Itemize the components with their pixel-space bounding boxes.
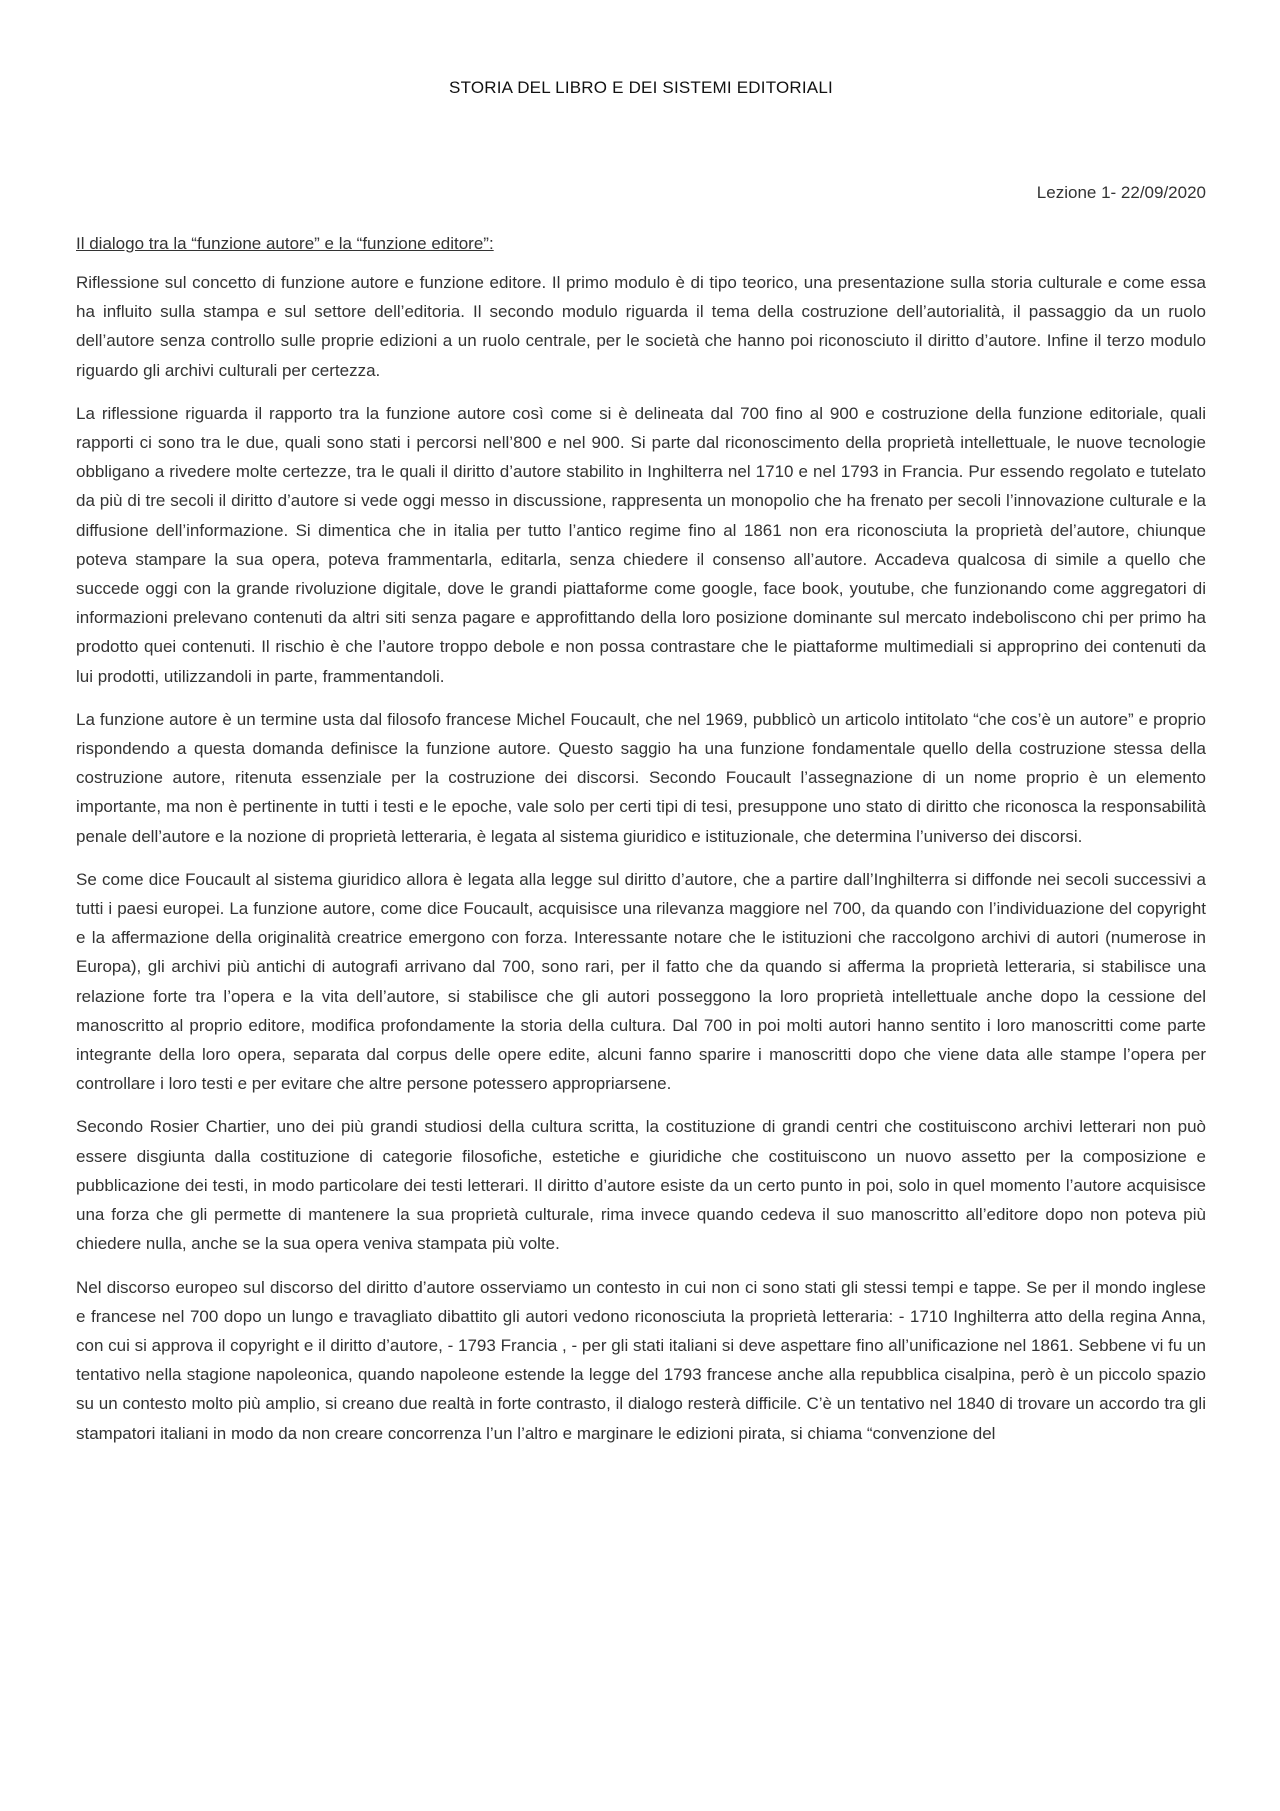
document-title: STORIA DEL LIBRO E DEI SISTEMI EDITORIALI — [449, 78, 833, 97]
body-text — [76, 268, 1206, 1462]
paragraph: La riflessione riguarda il rapporto tra la funzione autore così come si è delineata dal 700 fino al 900 e costruzione della funzione editoriale, quali rapporti ci sono tra le due, quali sono stati i percorsi nell’800 e nel 900. Si parte dal riconoscimento della proprietà intellettuale, le nuove tecnologie obbligano a rivedere molte certezze, tra le quali il diritto d’autore stabilito in Inghilterra nel 1710 e nel 1793 in Francia. Pur essendo regolato e tutelato da più di tre secoli il diritto d’autore si vede oggi messo in discussione, rappresenta un monopolio che ha frenato per secoli l’innovazione culturale e la diffusione dell’informazione. Si dimentica che in italia per tutto l’antico regime fino al 1861 non era riconosciuta la proprietà del’autore, chiunque poteva stampare la sua opera, poteva frammentarla, editarla, senza chiedere il consenso all’autore. Accadeva qualcosa di simile a quello che succede oggi con la grande rivoluzione digitale, dove le grandi piattaforme come google, face book, youtube, che funzionando come aggregatori di informazioni prelevano contenuti da altri siti senza pagare e approfittando della loro posizione dominante sul mercato indeboliscono chi per primo ha prodotto quei contenuti. Il rischio è che l’autore troppo debole e non possa contrastare che le piattaforme multimediali si approprino dei contenuti da lui prodotti, utilizzandoli in parte, frammentandoli. — [76, 403, 1206, 686]
paragraph: La funzione autore è un termine usta dal filosofo francese Michel Foucault, che nel 1969, pubblicò un articolo intitolato “che cos’è un autore” e proprio rispondendo a questa domanda definisce la funzione autore. Questo saggio ha una funzione fondamentale quello della costruzione stessa della costruzione autore, ritenuta essenziale per la costruzione dei discorsi. Secondo Foucault l’assegnazione di un nome proprio è un elemento importante, ma non è pertinente in tutti i testi e le epoche, vale solo per certi tipi di tesi, presuppone uno stato di diritto che riconosca la responsabilità penale dell’autore e la nozione di proprietà letteraria, è legata al sistema giuridico e istituzionale, che determina l’universo dei discorsi. — [76, 709, 1206, 846]
lesson-date: Lezione 1- 22/09/2020 — [1036, 183, 1206, 202]
paragraph: Riflessione sul concetto di funzione autore e funzione editore. Il primo modulo è di tipo teorico, una presentazione sulla storia culturale e come essa ha influito sulla stampa e sul settore dell’editoria. Il secondo modulo riguarda il tema della costruzione dell’autorialità, il passaggio da un ruolo dell’autore senza controllo sulle proprie edizioni a un ruolo centrale, per le società che hanno poi riconosciuto il diritto d’autore. Infine il terzo modulo riguardo gli archivi culturali per certezza. — [76, 273, 1206, 380]
paragraph: Nel discorso europeo sul discorso del diritto d’autore osserviamo un contesto in cui non ci sono stati gli stessi tempi e tappe. Se per il mondo inglese e francese nel 700 dopo un lungo e travagliato dibattito gli autori vedono riconosciuta la proprietà letteraria: - 1710 Inghilterra atto della regina Anna, con cui si approva il copyright e il diritto d’autore, - 1793 Francia , - per gli stati italiani si deve aspettare fino all’unificazione nel 1861. Sebbene vi fu un tentativo nella stagione napoleonica, quando napoleone estende la legge del 1793 francese anche alla repubblica cisalpina, però è un piccolo spazio su un contesto molto più amplio, si creano due realtà in forte contrasto, il dialogo resterà difficile. C’è un tentativo nel 1840 di trovare un accordo tra gli stampatori italiani in modo da non creare concorrenza l’un l’altro e marginare le edizioni pirata, si chiama “convenzione del — [76, 1277, 1206, 1443]
paragraph: Secondo Rosier Chartier, uno dei più grandi studiosi della cultura scritta, la costituzione di grandi centri che costituiscono archivi letterari non può essere disgiunta dalla costituzione di categorie filosofiche, estetiche e giuridiche che costituiscono un nuovo assetto per la composizione e pubblicazione dei testi, in modo particolare dei testi letterari. Il diritto d’autore esiste da un certo punto in poi, solo in quel momento l’autore acquisisce una forza che gli permette di mantenere la sua proprietà culturale, rima invece quando cedeva il suo manoscritto all’editore dopo non poteva più chiedere nulla, anche se la sua opera veniva stampata più volte. — [76, 1117, 1206, 1254]
paragraph: Se come dice Foucault al sistema giuridico allora è legata alla legge sul diritto d’autore, che a partire dall’Inghilterra si diffonde nei secoli successivi a tutti i paesi europei. La funzione autore, come dice Foucault, acquisisce una rilevanza maggiore nel 700, da quando con l’individuazione del copyright e la affermazione della originalità creatrice emergono con forza. Interessante notare che le istituzioni che raccolgono archivi di autori (numerose in Europa), gli archivi più antichi di autografi arrivano dal 700, sono rari, per il fatto che da quando si afferma la proprietà letteraria, si stabilisce una relazione forte tra l’opera e la vita dell’autore, si stabilisce che gli autori posseggono la loro proprietà intellettuale anche dopo la cessione del manoscritto al proprio editore, modifica profondamente la storia della cultura. Dal 700 in poi molti autori hanno sentito i loro manoscritti come parte integrante della loro opera, separata dal corpus delle opere edite, alcuni fanno sparire i manoscritti dopo che viene data alle stampe l’opera per controllare i loro testi e per evitare che altre persone potessero appropriarsene. — [76, 869, 1206, 1094]
section-heading: Il dialogo tra la “funzione autore” e la “funzione editore”: — [76, 234, 494, 253]
